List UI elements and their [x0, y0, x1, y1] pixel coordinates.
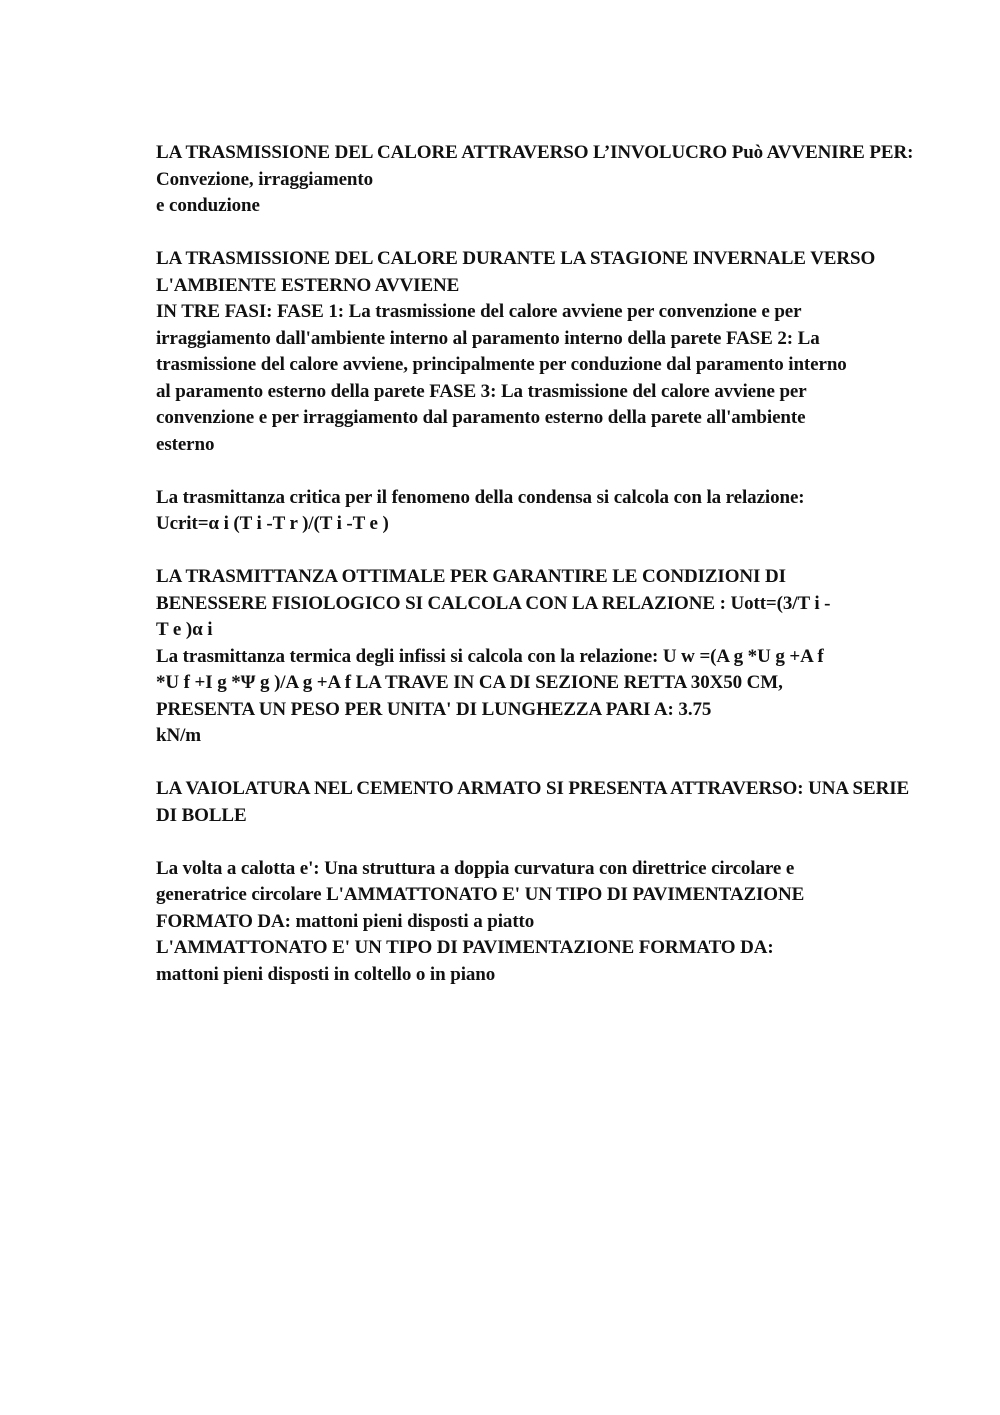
paragraph-spacer [156, 750, 991, 777]
paragraph-winter-heat-phases [156, 246, 991, 458]
text-line: irraggiamento dall'ambiente interno al paramento interno della parete FASE 2: La [156, 327, 820, 349]
text-line: al paramento esterno della parete FASE 3: La trasmissione del calore avviene per [156, 380, 807, 402]
text-line: BENESSERE FISIOLOGICO SI CALCOLA CON LA RELAZIONE : Uott=(3/T i - [156, 592, 831, 614]
text-line: LA TRASMITTANZA OTTIMALE PER GARANTIRE LE CONDIZIONI DI [156, 566, 786, 587]
paragraph-optimal-transmittance [156, 564, 991, 750]
text-line: mattoni pieni disposti in coltello o in piano [156, 963, 496, 985]
text-line: DI BOLLE [156, 804, 247, 826]
text-line: *U f +I g *Ψ g )/A g +A f LA TRAVE IN CA DI SEZIONE RETTA 30X50 CM, [156, 672, 783, 693]
text-line: LA TRASMISSIONE DEL CALORE ATTRAVERSO L’INVOLUCRO Può AVVENIRE PER: [156, 142, 914, 163]
text-line: LA TRASMISSIONE DEL CALORE DURANTE LA STAGIONE INVERNALE VERSO [156, 248, 876, 269]
text-line: esterno [156, 433, 215, 455]
text-line: Convezione, irraggiamento [156, 168, 374, 190]
text-line: Ucrit=α i (T i -T r )/(T i -T e ) [156, 513, 389, 534]
paragraph-volta-ammattonato [156, 856, 991, 989]
text-line: convenzione e per irraggiamento dal paramento esterno della parete all'ambiente [156, 407, 806, 428]
text-line: IN TRE FASI: FASE 1: La trasmissione del calore avviene per convenzione e per [156, 301, 802, 322]
paragraph-vaiolatura [156, 776, 991, 829]
text-line: kN/m [156, 725, 201, 746]
text-line: La trasmittanza termica degli infissi si calcola con la relazione: U w =(A g *U g +A f [156, 645, 824, 667]
document-body [156, 140, 991, 988]
paragraph-spacer [156, 458, 991, 485]
text-line: PRESENTA UN PESO PER UNITA' DI LUNGHEZZA PARI A: 3.75 [156, 698, 712, 720]
text-line: LA VAIOLATURA NEL CEMENTO ARMATO SI PRESENTA ATTRAVERSO: UNA SERIE [156, 778, 910, 799]
paragraph-spacer [156, 220, 991, 247]
text-line: e conduzione [156, 195, 260, 216]
text-line: trasmissione del calore avviene, principalmente per conduzione dal paramento interno [156, 354, 847, 375]
paragraph-critical-transmittance [156, 485, 991, 538]
text-line: L'AMBIENTE ESTERNO AVVIENE [156, 274, 460, 296]
text-line: T e )α i [156, 619, 213, 640]
paragraph-spacer [156, 829, 991, 856]
paragraph-spacer [156, 538, 991, 565]
text-line: L'AMMATTONATO E' UN TIPO DI PAVIMENTAZIONE FORMATO DA: [156, 937, 774, 958]
paragraph-heat-transmission [156, 140, 991, 220]
text-line: generatrice circolare L'AMMATTONATO E' UN TIPO DI PAVIMENTAZIONE [156, 884, 805, 905]
text-line: FORMATO DA: mattoni pieni disposti a piatto [156, 910, 535, 932]
text-line: La volta a calotta e': Una struttura a doppia curvatura con direttrice circolare e [156, 857, 795, 879]
text-line: La trasmittanza critica per il fenomeno della condensa si calcola con la relazione: [156, 486, 805, 508]
